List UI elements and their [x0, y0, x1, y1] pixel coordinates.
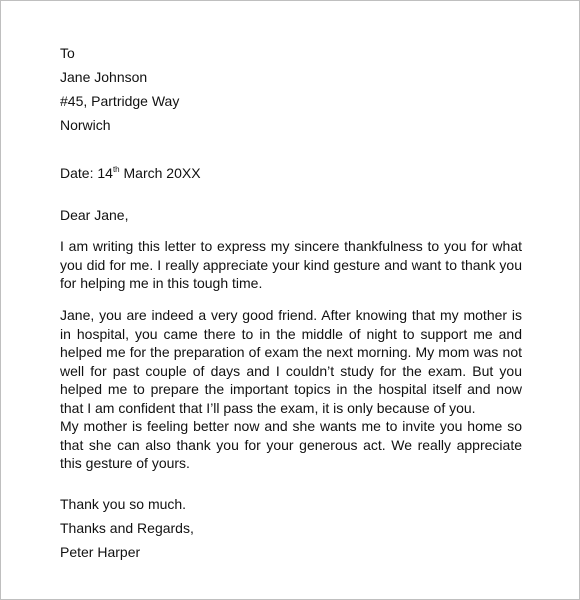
recipient-name: Jane Johnson: [60, 69, 148, 85]
date-label: Date:: [60, 165, 94, 181]
to-label: To: [60, 45, 75, 61]
date-line: [60, 164, 201, 182]
paragraph-1: I am writing this letter to express my sincere thankfulness to you for what you did for me. I really appreciate your kind gesture and want to thank you for helping me in this tough time.: [60, 238, 522, 291]
recipient-city: Norwich: [60, 117, 111, 133]
recipient-street: #45, Partridge Way: [60, 93, 180, 109]
paragraph-2: Jane, you are indeed a very good friend. After knowing that my mother is in hospital, you came there to in the middle of night to support me and helped me for the preparation of exam the next morning. My mom was not well for past couple of days and I couldn’t study for the exam. But you helped me to prepare the important topics in the hospital itself and now that I am confident that I’ll pass the exam, it is only because of you.: [60, 307, 522, 416]
closing-thanks: Thank you so much.: [60, 496, 187, 512]
signature: Peter Harper: [60, 544, 141, 560]
date-rest: March 20XX: [123, 165, 201, 181]
paragraph-3: My mother is feeling better now and she wants me to invite you home so that she can also thank you for your generous act. We really appreciate this gesture of yours.: [60, 418, 522, 471]
salutation: Dear Jane,: [60, 207, 129, 223]
closing-regards: Thanks and Regards,: [60, 520, 194, 536]
date-suffix: th: [112, 165, 120, 174]
date-day: 14th: [97, 165, 120, 181]
